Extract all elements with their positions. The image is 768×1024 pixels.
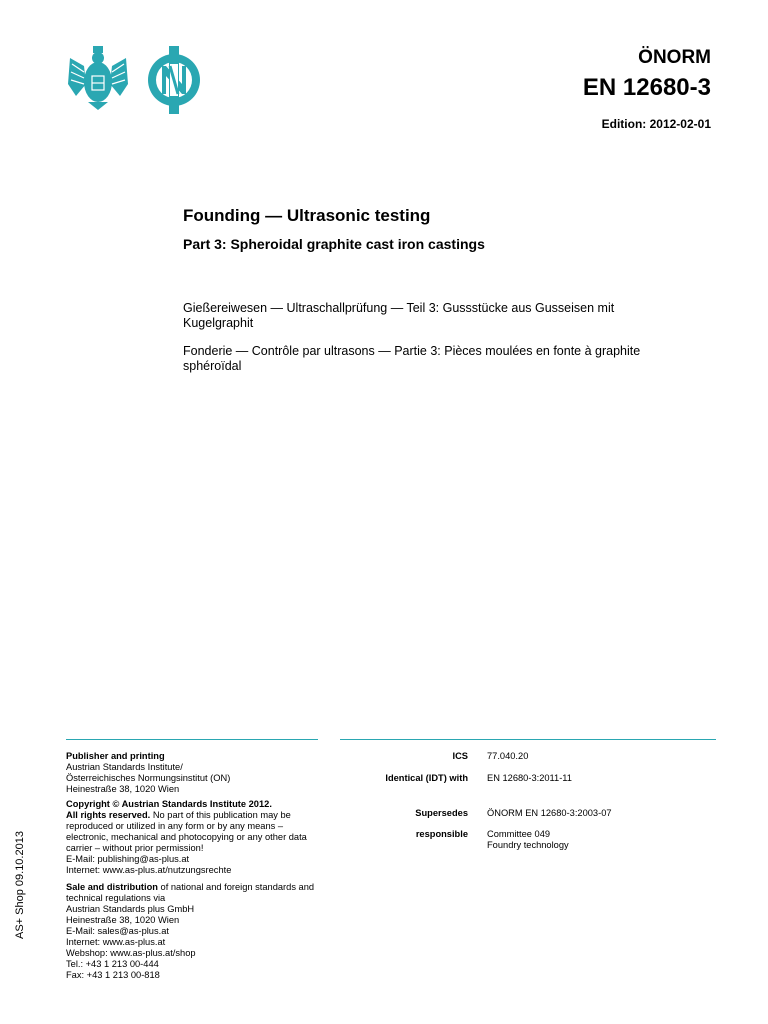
- ics-label: ICS: [452, 751, 468, 761]
- committee-name: Foundry technology: [487, 840, 569, 850]
- rights-reserved: All rights reserved.: [66, 810, 151, 820]
- supersedes-value: ÖNORM EN 12680-3:2003-07: [487, 808, 612, 818]
- sales-block: [66, 882, 326, 981]
- copyright-text: No part of this publication may be reproduced or utilized in any form or by any means – electronic, mechanical and photocopying or any other data carrier – without prior permission!: [66, 810, 307, 853]
- sales-line: Heinestraße 38, 1020 Wien: [66, 915, 180, 925]
- sales-text: of national and foreign standards and technical regulations via: [66, 882, 315, 903]
- sales-line: Internet: www.as-plus.at: [66, 937, 166, 947]
- sales-line: Tel.: +43 1 213 00-444: [66, 959, 159, 969]
- publisher-line: Austrian Standards Institute/: [66, 762, 183, 772]
- copyright-heading: Copyright © Austrian Standards Institute 2012.: [66, 799, 272, 809]
- french-title: Fonderie — Contrôle par ultrasons — Partie 3: Pièces moulées en fonte à graphite sphéroïdal: [183, 344, 641, 373]
- divider-left: [66, 739, 318, 740]
- standard-number: EN 12680-3: [582, 74, 711, 101]
- identical-label: Identical (IDT) with: [385, 773, 468, 783]
- sales-line: Fax: +43 1 213 00-818: [66, 970, 160, 980]
- publisher-heading: Publisher and printing: [66, 751, 165, 761]
- copyright-internet: Internet: www.as-plus.at/nutzungsrechte: [66, 865, 232, 875]
- sales-heading: Sale and distribution: [66, 882, 158, 892]
- shop-stamp: AS+ Shop 09.10.2013: [14, 831, 26, 939]
- supersedes-label: Supersedes: [415, 808, 468, 818]
- copyright-email: E-Mail: publishing@as-plus.at: [66, 854, 190, 864]
- edition-date: Edition: 2012-02-01: [601, 117, 711, 131]
- document-title: Founding — Ultrasonic testing: [183, 206, 431, 225]
- austrian-eagle-logo: [66, 44, 206, 114]
- logo-area: [66, 44, 206, 114]
- sales-line: E-Mail: sales@as-plus.at: [66, 926, 169, 936]
- publisher-block: [66, 751, 326, 795]
- ics-value: 77.040.20: [487, 751, 529, 761]
- responsible-label: responsible: [415, 829, 468, 839]
- identical-value: EN 12680-3:2011-11: [487, 773, 572, 783]
- publisher-line: Heinestraße 38, 1020 Wien: [66, 784, 180, 794]
- publisher-line: Österreichisches Normungsinstitut (ON): [66, 773, 231, 783]
- sales-line: Austrian Standards plus GmbH: [66, 904, 195, 914]
- committee-number: Committee 049: [487, 829, 551, 839]
- on-logo: [148, 46, 200, 114]
- document-subtitle: Part 3: Spheroidal graphite cast iron castings: [183, 236, 485, 252]
- responsible-value: [487, 829, 717, 851]
- divider-right: [340, 739, 716, 740]
- copyright-block: [66, 799, 326, 876]
- sales-line: Webshop: www.as-plus.at/shop: [66, 948, 196, 958]
- german-title: Gießereiwesen — Ultraschallprüfung — Teil 3: Gussstücke aus Gusseisen mit Kugelgraphit: [183, 301, 615, 330]
- brand-name: ÖNORM: [638, 47, 711, 68]
